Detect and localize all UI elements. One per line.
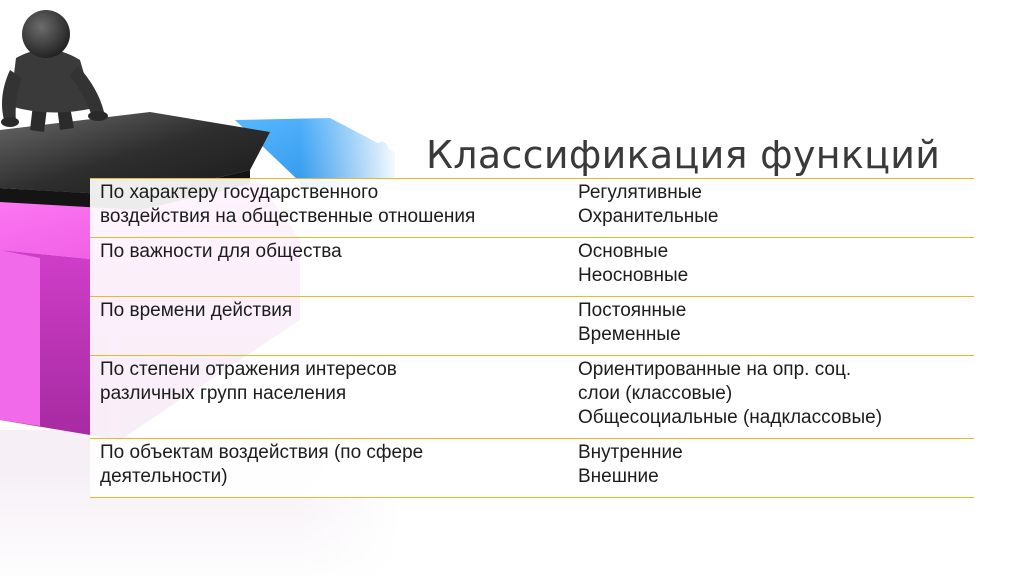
classification-table [90, 178, 974, 498]
category-cell: По времени действия [100, 300, 293, 321]
table-row [90, 178, 974, 237]
category-cell: По характеру государственного воздействия на общественные отношения [100, 182, 476, 227]
category-cell: По объектам воздействия (по сфере деятельности) [100, 442, 424, 487]
table-row [90, 237, 974, 296]
types-cell: Внутренние Внешние [578, 442, 683, 487]
table-row [90, 296, 974, 355]
category-cell: По важности для общества [100, 241, 342, 262]
types-cell: Ориентированные на опр. соц. слои (классовые) Общесоциальные (надклассовые) [578, 359, 883, 428]
table-row [90, 438, 974, 498]
types-cell: Основные Неосновные [578, 241, 689, 286]
types-cell: Регулятивные Охранительные [578, 182, 719, 227]
table-row [90, 355, 974, 438]
slide-title: Классификация функций [426, 133, 941, 178]
person-figure [1, 10, 108, 132]
category-cell: По степени отражения интересов различных групп населения [100, 359, 397, 404]
types-cell: Постоянные Временные [578, 300, 687, 345]
